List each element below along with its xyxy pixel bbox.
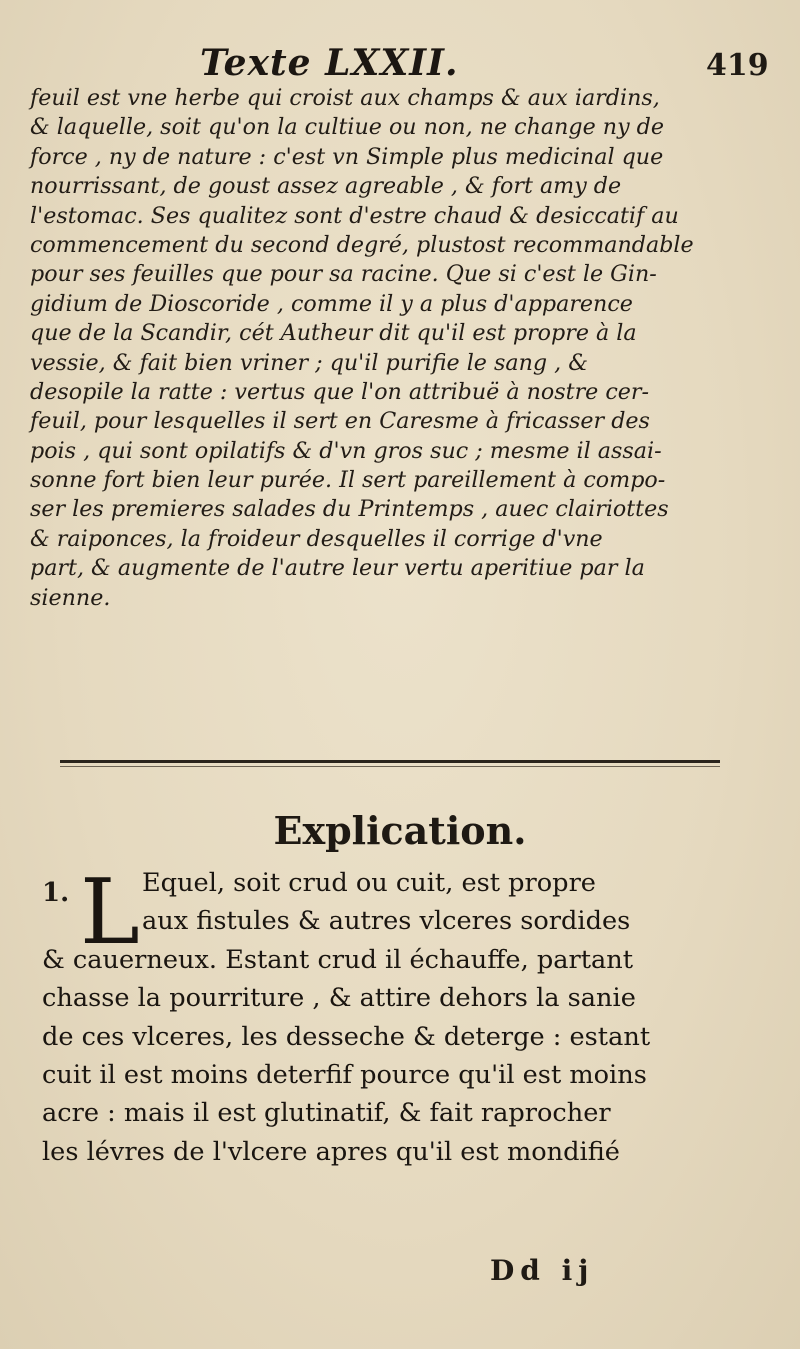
text-line: feuil est vne herbe qui croist aux champs & aux iardins,: [30, 85, 660, 111]
text-line: sonne fort bien leur purée. Il sert pareillement à compo-: [30, 467, 666, 494]
text-line: force , ny de nature : c'est vn Simple plus medicinal que: [30, 143, 664, 170]
explication-paragraph: [42, 860, 782, 1171]
text-line: part, & augmente de l'autre leur vertu aperitiue par la: [30, 555, 645, 582]
running-head-title: Texte LXXII.: [200, 42, 459, 84]
text-line: desopile la ratte : vertus que l'on attribuë à nostre cer-: [30, 378, 650, 405]
signature-mark: Dd ij: [490, 1254, 595, 1287]
text-line: feuil, pour lesquelles il sert en Caresme à fricasser des: [30, 408, 650, 435]
page-number: 419: [706, 48, 769, 83]
text-line: nourrissant, de goust assez agreable , & fort amy de: [30, 173, 622, 200]
text-line: de ces vlceres, les desseche & deterge : estant: [42, 1021, 651, 1052]
text-line: vessie, & fait bien vriner ; qu'il purifie le sang , &: [30, 349, 589, 376]
italic-commentary: [30, 84, 772, 613]
paragraph-number: 1.: [42, 878, 70, 908]
drop-cap: L: [80, 860, 140, 965]
text-line: aux fistules & autres vlceres sordides: [142, 906, 631, 937]
text-line: pour ses feuilles que pour sa racine. Que si c'est le Gin-: [30, 261, 657, 288]
text-line: cuit il est moins deterfif pource qu'il est moins: [42, 1059, 647, 1090]
text-line: que de la Scandir, cét Autheur dit qu'il est propre à la: [30, 320, 637, 347]
section-divider: [60, 760, 720, 763]
text-line: chasse la pourriture , & attire dehors la sanie: [42, 983, 636, 1014]
text-line: Equel, soit crud ou cuit, est propre: [142, 868, 596, 898]
text-line: commencement du second degré, plustost recommandable: [30, 231, 694, 258]
text-line: les lévres de l'vlcere apres qu'il est mondifié: [42, 1136, 620, 1167]
text-line: l'estomac. Ses qualitez sont d'estre chaud & desiccatif au: [30, 202, 679, 229]
text-line: & cauerneux. Estant crud il échauffe, partant: [42, 944, 634, 975]
text-line: ser les premieres salades du Printemps , auec clairiottes: [30, 496, 669, 523]
section-heading: Explication.: [273, 808, 527, 853]
text-line: acre : mais il est glutinatif, & fait raprocher: [42, 1098, 611, 1129]
text-line: pois , qui sont opilatifs & d'vn gros suc ; mesme il assai-: [30, 437, 662, 464]
text-line: & raiponces, la froideur desquelles il corrige d'vne: [30, 525, 603, 552]
text-line: gidium de Dioscoride , comme il y a plus d'apparence: [30, 290, 633, 317]
text-line: & laquelle, soit qu'on la cultiue ou non, ne change ny de: [30, 114, 665, 141]
text-line: sienne.: [30, 584, 111, 611]
section-divider-thin: [60, 766, 720, 767]
